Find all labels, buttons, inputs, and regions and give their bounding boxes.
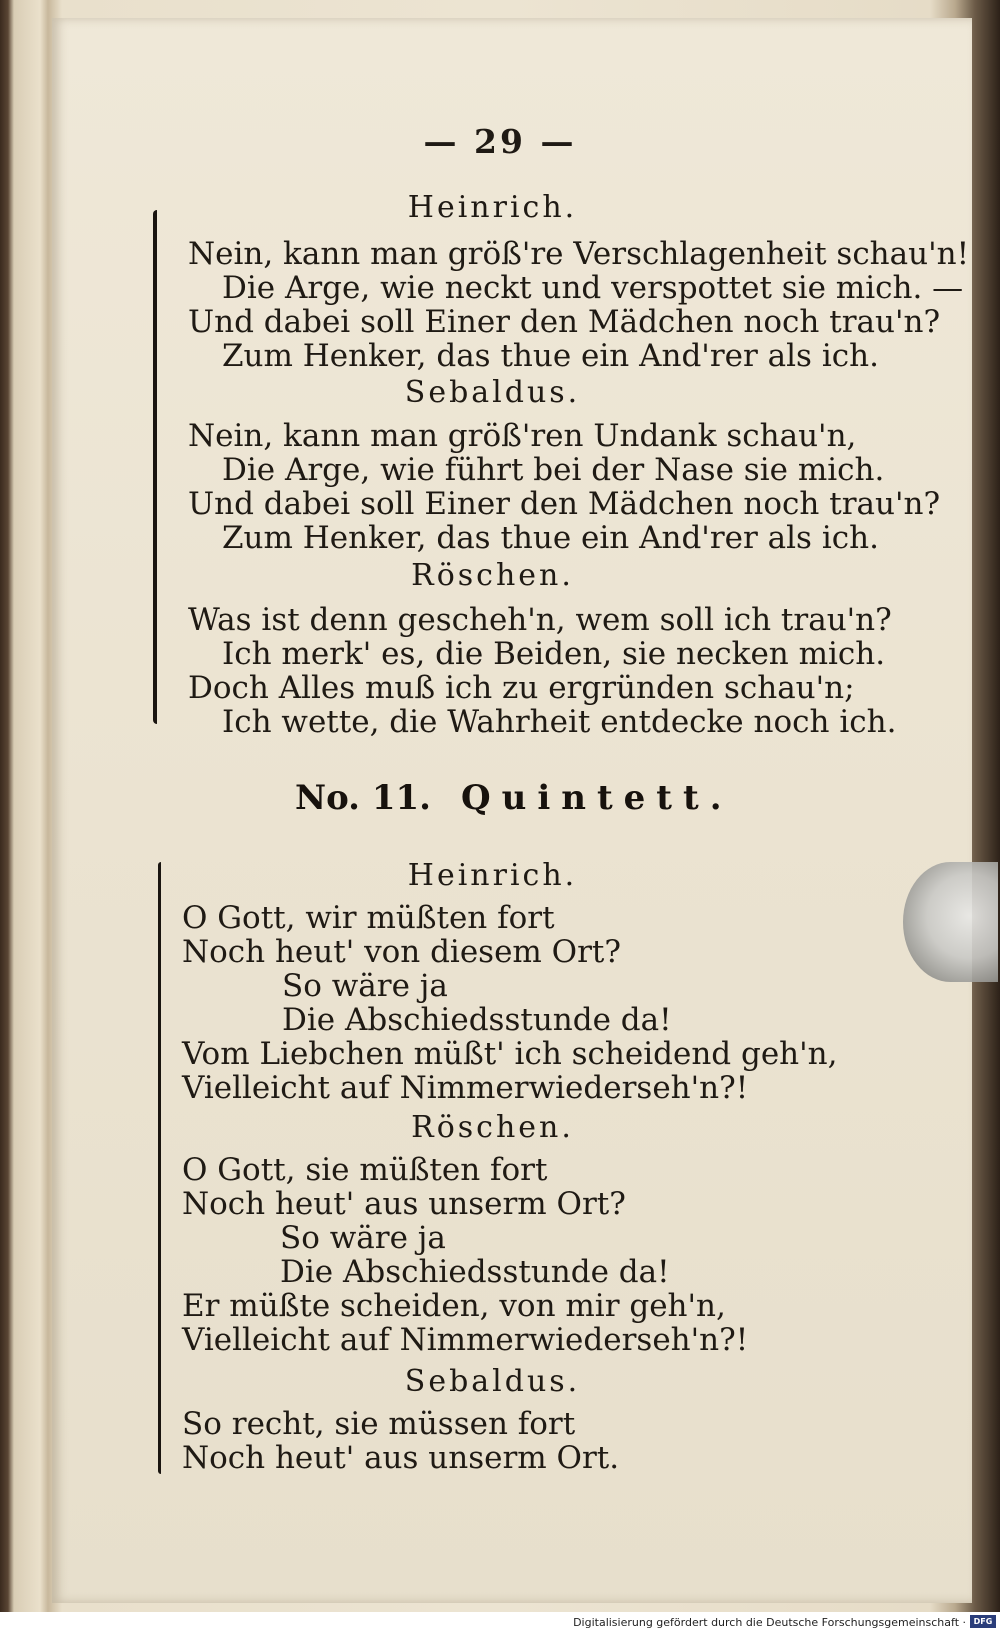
verse-line: Vom Liebchen müßt' ich scheidend geh'n, bbox=[182, 1036, 838, 1072]
speaker-heading: Heinrich. bbox=[407, 190, 578, 225]
verse-line: Nein, kann man größ'ren Undank schau'n, bbox=[188, 418, 857, 454]
verse-line: Doch Alles muß ich zu ergründen schau'n; bbox=[188, 670, 855, 706]
dfg-logo: DFG bbox=[970, 1615, 996, 1628]
speaker-heading: Röschen. bbox=[411, 558, 574, 593]
brace-section-1 bbox=[153, 210, 157, 724]
verse-line: O Gott, sie müßten fort bbox=[182, 1152, 548, 1188]
section-heading bbox=[295, 778, 733, 818]
verse-line: So wäre ja bbox=[282, 968, 448, 1004]
verse-line: Vielleicht auf Nimmerwiederseh'n?! bbox=[182, 1322, 749, 1358]
verse-line: Ich merk' es, die Beiden, sie necken mich. bbox=[222, 636, 886, 672]
verse-line: So recht, sie müssen fort bbox=[182, 1406, 576, 1442]
verse-line: Die Abschiedsstunde da! bbox=[282, 1002, 672, 1038]
footer-credit: Digitalisierung gefördert durch die Deutsche Forschungsgemeinschaft · bbox=[573, 1616, 966, 1629]
verse-line: Ich wette, die Wahrheit entdecke noch ich. bbox=[222, 704, 897, 740]
page-number: — 29 — bbox=[423, 122, 577, 161]
verse-line: Zum Henker, das thue ein And'rer als ich. bbox=[222, 520, 879, 556]
verse-line: Vielleicht auf Nimmerwiederseh'n?! bbox=[182, 1070, 749, 1106]
verse-line: So wäre ja bbox=[280, 1220, 446, 1256]
verse-line: Noch heut' aus unserm Ort? bbox=[182, 1186, 626, 1222]
verse-line: Die Abschiedsstunde da! bbox=[280, 1254, 670, 1290]
speaker-heading: Röschen. bbox=[411, 1110, 574, 1145]
verse-line: Und dabei soll Einer den Mädchen noch trau'n? bbox=[188, 486, 941, 522]
section-title: Quintett. bbox=[460, 778, 733, 818]
footer-bar bbox=[0, 1612, 1000, 1633]
verse-line: Die Arge, wie führt bei der Nase sie mich. bbox=[222, 452, 885, 488]
verse-line: O Gott, wir müßten fort bbox=[182, 900, 555, 936]
verse-line: Und dabei soll Einer den Mädchen noch trau'n? bbox=[188, 304, 941, 340]
verse-line: Noch heut' von diesem Ort? bbox=[182, 934, 621, 970]
verse-line: Er müßte scheiden, von mir geh'n, bbox=[182, 1288, 726, 1324]
verse-line: Nein, kann man größ're Verschlagenheit schau'n! bbox=[188, 236, 970, 272]
section-number: No. 11. bbox=[295, 778, 431, 818]
speaker-heading: Sebaldus. bbox=[404, 1364, 581, 1399]
verse-line: Was ist denn gescheh'n, wem soll ich trau'n? bbox=[188, 602, 892, 638]
speaker-heading: Sebaldus. bbox=[404, 375, 581, 410]
verse-line: Die Arge, wie neckt und verspottet sie mich. — bbox=[222, 270, 964, 306]
speaker-heading: Heinrich. bbox=[407, 858, 578, 893]
verse-line: Noch heut' aus unserm Ort. bbox=[182, 1440, 620, 1476]
verse-line: Zum Henker, das thue ein And'rer als ich. bbox=[222, 338, 879, 374]
